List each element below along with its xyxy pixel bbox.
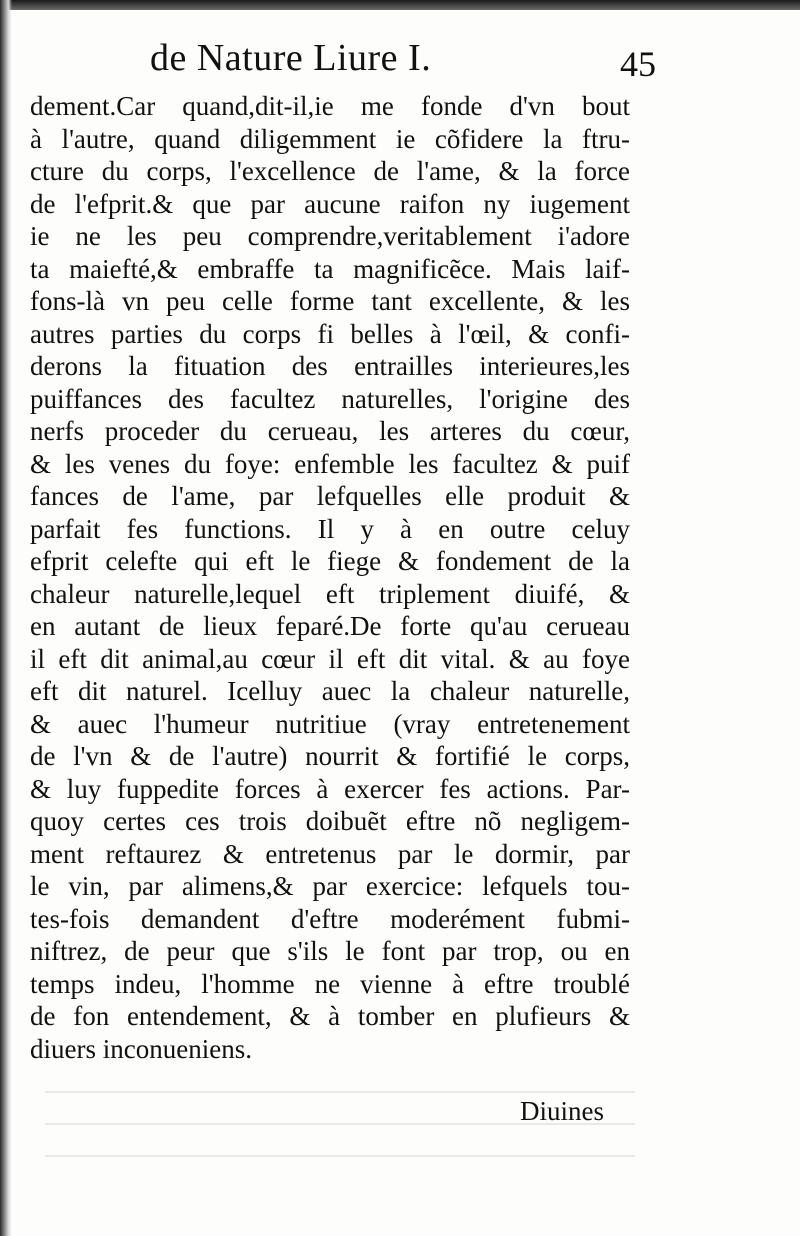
text-line: de fon entendement, & à tomber en plufieurs & <box>30 1001 630 1031</box>
text-line: de l'vn & de l'autre) nourrit & fortifié le corps, <box>30 741 630 771</box>
text-line: ie ne les peu comprendre,veritablement i'adore <box>30 221 630 251</box>
text-line: & luy fuppedite forces à exercer fes actions. Par- <box>30 773 630 804</box>
text-line: efprit celefte qui eft le fiege & fondement de la <box>30 546 630 576</box>
text-line: autres parties du corps fi belles à l'œil, & confi- <box>30 318 630 349</box>
text-line: quoy certes ces trois doibuẽt eftre nõ negligem- <box>30 806 630 836</box>
page-number: 45 <box>620 44 656 84</box>
text-line: dement.Car quand,dit-il,ie me fonde d'vn bout <box>30 91 630 121</box>
text-line: ment reftaurez & entretenus par le dormir, par <box>30 838 630 869</box>
running-title: de Nature Liure I. <box>150 37 432 79</box>
page-header <box>150 30 670 86</box>
text-line: eft dit naturel. Icelluy auec la chaleur naturelle, <box>30 676 630 706</box>
text-line: & les venes du foye: enfemble les facultez & puif <box>30 448 630 479</box>
text-line: puiffances des facultez naturelles, l'origine des <box>30 383 630 414</box>
text-line: le vin, par alimens,& par exercice: lefquels tou- <box>30 871 630 901</box>
text-line: en autant de lieux feparé.De forte qu'au cerueau <box>30 611 630 641</box>
text-line: tes-fois demandent d'eftre moderément fubmi- <box>30 903 630 934</box>
scan-edge-top <box>0 0 800 10</box>
text-line: temps indeu, l'homme ne vienne à eftre troublé <box>30 968 630 999</box>
text-line: parfait fes functions. Il y à en outre celuy <box>30 513 630 544</box>
scan-edge-left <box>0 0 12 1236</box>
text-line: fons-là vn peu celle forme tant excellente, & les <box>30 286 630 316</box>
text-line: niftrez, de peur que s'ils le font par trop, ou en <box>30 936 630 966</box>
text-line: cture du corps, l'excellence de l'ame, & la force <box>30 156 630 186</box>
text-line: de l'efprit.& que par aucune raifon ny iugement <box>30 188 630 219</box>
text-line: chaleur naturelle,lequel eft triplement diuifé, & <box>30 578 630 609</box>
text-line: nerfs proceder du cerueau, les arteres du cœur, <box>30 416 630 446</box>
text-line: & auec l'humeur nutritiue (vray entretenement <box>30 708 630 739</box>
text-line: derons la fituation des entrailles interieures,les <box>30 351 630 381</box>
body-text <box>30 90 630 1065</box>
text-line: ta maiefté,& embraffe ta magnificẽce. Mais laif- <box>30 253 630 284</box>
catchword: Diuines <box>520 1096 604 1126</box>
text-line: fances de l'ame, par lefquelles elle produit & <box>30 481 630 511</box>
text-line: il eft dit animal,au cœur il eft dit vital. & au foye <box>30 643 630 674</box>
text-line: diuers inconueniens. <box>30 1033 252 1064</box>
text-line: à l'autre, quand diligemment ie cõfidere la ftru- <box>30 123 630 154</box>
